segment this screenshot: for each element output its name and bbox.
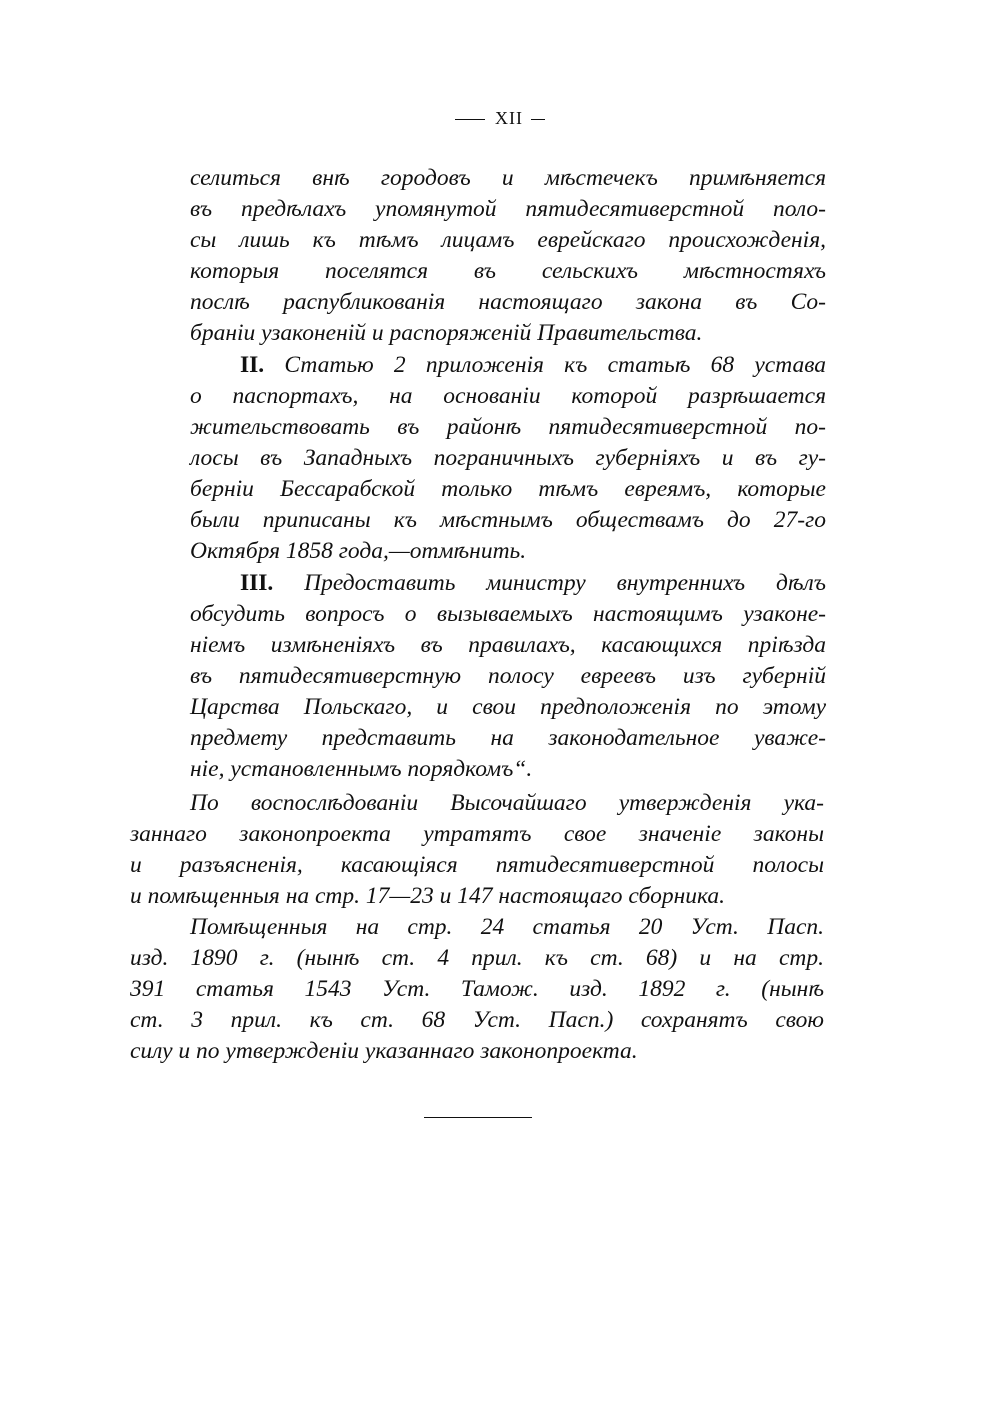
closing-rule [424, 1117, 532, 1118]
text-line: обсудить вопросъ о вызываемыхъ настоящимъ узаконе- [190, 601, 826, 627]
text-line: были приписаны къ мѣстнымъ обществамъ до 27-го [190, 507, 826, 533]
paragraph-repeal-notice [130, 788, 824, 912]
text-line: берніи Бессарабской только тѣмъ евреямъ, которые [190, 476, 826, 502]
text-line: и разъясненія, касающіяся пятидесятиверстной полосы [130, 852, 824, 878]
text-line: селиться внѣ городовъ и мѣстечекъ примѣняется [190, 165, 826, 191]
header-dash-left [455, 119, 485, 120]
text-line: Октября 1858 года,—отмѣнить. [190, 538, 527, 564]
section-numeral: III. [240, 570, 274, 596]
text-line: 391 статья 1543 Уст. Тамож. изд. 1892 г. (нынѣ [130, 976, 824, 1002]
page-header [0, 108, 1000, 129]
section-text: Статью 2 приложенія къ статьѣ 68 устава [284, 352, 827, 378]
text-line: въ предѣлахъ упомянутой пятидесятиверстной поло- [190, 196, 826, 222]
text-line: изд. 1890 г. (нынѣ ст. 4 прил. къ ст. 68) и на стр. [130, 945, 824, 971]
section-2-block [190, 350, 826, 567]
text-line: лосы въ Западныхъ пограничныхъ губерніяхъ и въ гу- [190, 445, 826, 471]
text-line [190, 350, 826, 381]
section-3-block [190, 568, 826, 785]
text-line: По воспослѣдованіи Высочайшаго утвержденія ука- [190, 790, 824, 816]
text-line: Царства Польскаго, и свои предположенія по этому [190, 694, 826, 720]
text-line: которыя поселятся въ сельскихъ мѣстностяхъ [190, 258, 826, 284]
text-line: ст. 3 прил. къ ст. 68 Уст. Пасп.) сохранятъ свою [130, 1007, 824, 1033]
text-line: силу и по утвержденіи указаннаго законопроекта. [130, 1038, 638, 1064]
text-line: ніемъ измѣненіяхъ въ правилахъ, касающихся пріѣзда [190, 632, 826, 658]
text-line: послѣ распубликованія настоящаго закона въ Со- [190, 289, 826, 315]
text-line: жительствовать въ районѣ пятидесятиверстной по- [190, 414, 826, 440]
text-line: предмету представить на законодательное уваже- [190, 725, 826, 751]
text-line: браніи узаконеній и распоряженій Правительства. [190, 320, 703, 346]
text-line: о паспортахъ, на основаніи которой разрѣшается [190, 383, 826, 409]
text-line [190, 568, 826, 599]
quote-intro-block [190, 163, 826, 349]
paragraph-retained-articles [130, 912, 824, 1067]
header-dash-right [531, 119, 545, 120]
text-line: и помѣщенныя на стр. 17—23 и 147 настоящаго сборника. [130, 883, 726, 909]
text-line: сы лишь къ тѣмъ лицамъ еврейскаго происхожденія, [190, 227, 826, 253]
text-line: Помѣщенныя на стр. 24 статья 20 Уст. Пасп. [190, 914, 824, 940]
section-text: Предоставить министру внутреннихъ дѣлъ [304, 570, 826, 596]
text-line: ніе, установленнымъ порядкомъ“. [190, 756, 533, 782]
page-number: XII [495, 108, 523, 128]
section-numeral: II. [240, 352, 265, 378]
text-line: въ пятидесятиверстную полосу евреевъ изъ губерній [190, 663, 826, 689]
text-line: заннаго законопроекта утратятъ свое значеніе законы [130, 821, 824, 847]
